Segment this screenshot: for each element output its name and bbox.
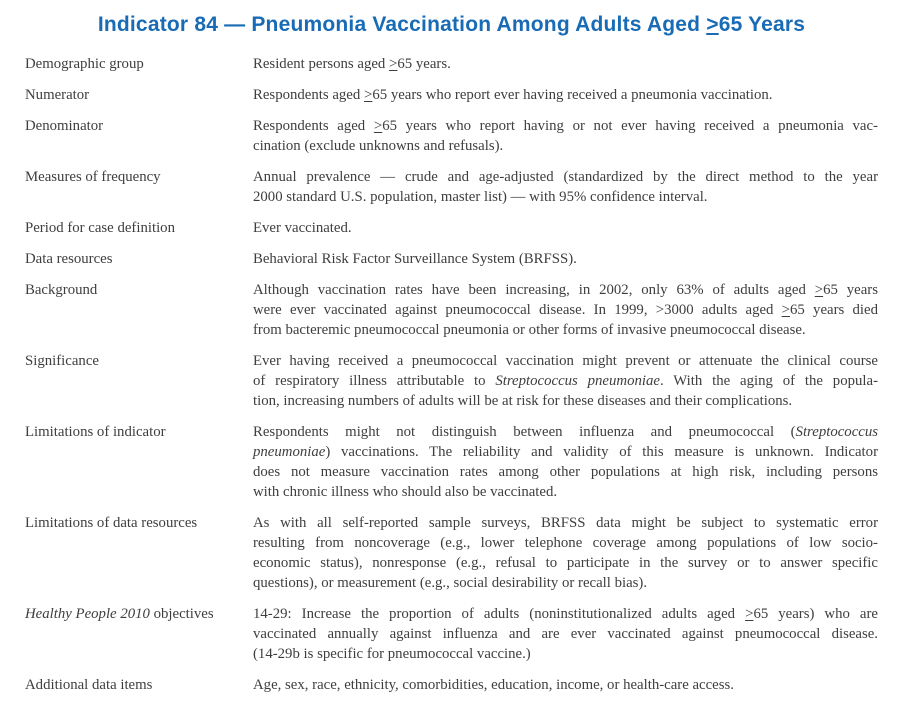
text-segment: Annual prevalence — crude and age-adjusted (standardized by the direct method to the year — [253, 169, 878, 185]
text-segment: 65 years who report ever having received a pneumonia vaccination. — [372, 87, 773, 103]
italic-text-segment: Streptococcus — [795, 424, 878, 440]
row-label — [25, 167, 253, 187]
geq-symbol: > — [373, 118, 383, 134]
text-segment: of respiratory illness attributable to — [253, 373, 496, 389]
value-line — [253, 391, 878, 411]
text-segment: Limitations of data resources — [25, 515, 198, 531]
row-value — [253, 513, 878, 593]
text-segment: 65 years who report having or not ever having received a pneumonia vac- — [382, 118, 878, 134]
text-segment: Denominator — [25, 118, 104, 134]
row-label — [25, 422, 253, 442]
text-segment: 2000 standard U.S. population, master list) — with 95% confidence interval. — [253, 189, 708, 205]
text-segment: objectives — [149, 606, 214, 622]
text-segment: Ever having received a pneumococcal vaccination might prevent or attenuate the clinical course — [253, 353, 878, 369]
text-segment: Data resources — [25, 251, 113, 267]
value-line — [253, 280, 878, 300]
table-row — [25, 280, 878, 340]
table-row — [25, 351, 878, 411]
value-line — [253, 136, 878, 156]
geq-symbol: > — [363, 87, 373, 103]
row-label — [25, 675, 253, 695]
row-label — [25, 85, 253, 105]
value-line — [253, 462, 878, 482]
text-segment: Ever vaccinated. — [253, 220, 352, 236]
table-row — [25, 604, 878, 664]
row-label — [25, 218, 253, 238]
value-line — [253, 54, 878, 74]
geq-symbol: > — [745, 606, 754, 622]
text-segment: Significance — [25, 353, 99, 369]
text-segment: tion, increasing numbers of adults will be at risk for these diseases and their complications. — [253, 393, 793, 409]
text-segment: Limitations of indicator — [25, 424, 166, 440]
text-segment: (14-29b is specific for pneumococcal vaccine.) — [253, 646, 531, 662]
text-segment: ) vaccinations. The reliability and validity of this measure is unknown. Indicator — [325, 444, 878, 460]
italic-text-segment: Streptococcus pneumoniae — [495, 373, 660, 389]
table-row — [25, 167, 878, 207]
value-line — [253, 249, 878, 269]
value-line — [253, 553, 878, 573]
text-segment: Behavioral Risk Factor Surveillance System (BRFSS). — [253, 251, 577, 267]
value-line — [253, 320, 878, 340]
value-line — [253, 644, 878, 664]
table-row — [25, 54, 878, 74]
text-segment: vaccinated annually against influenza and are ever vaccinated against pneumococcal disease. — [253, 626, 878, 642]
text-segment: questions), or measurement (e.g., social desirability or recall bias). — [253, 575, 648, 591]
geq-symbol: > — [706, 13, 719, 36]
text-segment: 65 years. — [397, 56, 451, 72]
italic-text-segment: pneumoniae — [253, 444, 326, 460]
text-segment: Although vaccination rates have been increasing, in 2002, only 63% of adults aged — [253, 282, 815, 298]
text-segment: Measures of frequency — [25, 169, 161, 185]
text-segment: Additional data items — [25, 677, 153, 693]
text-segment: 65 years — [823, 282, 878, 298]
page-title — [25, 12, 878, 38]
text-segment: Resident persons aged — [253, 56, 390, 72]
table-row — [25, 218, 878, 238]
text-segment: Age, sex, race, ethnicity, comorbidities, education, income, or health-care access. — [253, 677, 734, 693]
text-segment: 65 years died — [790, 302, 878, 318]
text-segment: were ever vaccinated against pneumococcal disease. In 1999, >3000 adults aged — [253, 302, 782, 318]
table-row — [25, 675, 878, 695]
text-segment: economic status), nonresponse (e.g., refusal to participate in the survey or to answer specific — [253, 555, 878, 571]
value-line — [253, 351, 878, 371]
text-segment: Background — [25, 282, 98, 298]
table-row — [25, 422, 878, 502]
row-label — [25, 604, 253, 624]
row-value — [253, 604, 878, 664]
value-line — [253, 482, 878, 502]
text-segment: Indicator 84 — Pneumonia Vaccination Among Adults Aged — [97, 13, 707, 36]
value-line — [253, 422, 878, 442]
row-value — [253, 54, 878, 74]
text-segment: does not measure vaccination rates among other populations at high risk, including persons — [253, 464, 878, 480]
value-line — [253, 167, 878, 187]
geq-symbol: > — [781, 302, 791, 318]
row-value — [253, 280, 878, 340]
row-label — [25, 116, 253, 136]
value-line — [253, 573, 878, 593]
value-line — [253, 675, 878, 695]
geq-symbol: > — [814, 282, 824, 298]
row-value — [253, 351, 878, 411]
italic-text-segment: Healthy People 2010 — [25, 606, 150, 622]
value-line — [253, 624, 878, 644]
value-line — [253, 604, 878, 624]
value-line — [253, 300, 878, 320]
row-value — [253, 249, 878, 269]
row-label — [25, 249, 253, 269]
table-row — [25, 249, 878, 269]
value-line — [253, 187, 878, 207]
text-segment: 65 years) who are — [753, 606, 878, 622]
value-line — [253, 85, 878, 105]
text-segment: Period for case definition — [25, 220, 175, 236]
geq-symbol: > — [389, 56, 398, 72]
table-row — [25, 513, 878, 593]
text-segment: Respondents might not distinguish between influenza and pneumococcal ( — [253, 424, 796, 440]
row-value — [253, 85, 878, 105]
text-segment: Respondents aged — [253, 87, 364, 103]
text-segment: . With the aging of the popula- — [659, 373, 878, 389]
indicator-definition-table — [25, 54, 878, 695]
value-line — [253, 116, 878, 136]
text-segment: Respondents aged — [253, 118, 374, 134]
row-label — [25, 351, 253, 371]
row-value — [253, 422, 878, 502]
row-value — [253, 116, 878, 156]
row-value — [253, 218, 878, 238]
table-row — [25, 116, 878, 156]
text-segment: cination (exclude unknowns and refusals). — [253, 138, 504, 154]
value-line — [253, 371, 878, 391]
text-segment: 14-29: Increase the proportion of adults (noninstitutionalized adults aged — [253, 606, 746, 622]
row-label — [25, 280, 253, 300]
row-label — [25, 54, 253, 74]
row-value — [253, 675, 878, 695]
row-label — [25, 513, 253, 533]
text-segment: Demographic group — [25, 56, 144, 72]
text-segment: Numerator — [25, 87, 90, 103]
row-value — [253, 167, 878, 207]
table-row — [25, 85, 878, 105]
text-segment: with chronic illness who should also be vaccinated. — [253, 484, 558, 500]
value-line — [253, 533, 878, 553]
value-line — [253, 442, 878, 462]
value-line — [253, 513, 878, 533]
text-segment: As with all self-reported sample surveys, BRFSS data might be subject to systematic error — [253, 515, 878, 531]
text-segment: resulting from noncoverage (e.g., lower telephone coverage among populations of low socio- — [253, 535, 878, 551]
value-line — [253, 218, 878, 238]
text-segment: from bacteremic pneumococcal pneumonia or other forms of invasive pneumococcal disease. — [253, 322, 806, 338]
text-segment: 65 Years — [718, 13, 806, 36]
